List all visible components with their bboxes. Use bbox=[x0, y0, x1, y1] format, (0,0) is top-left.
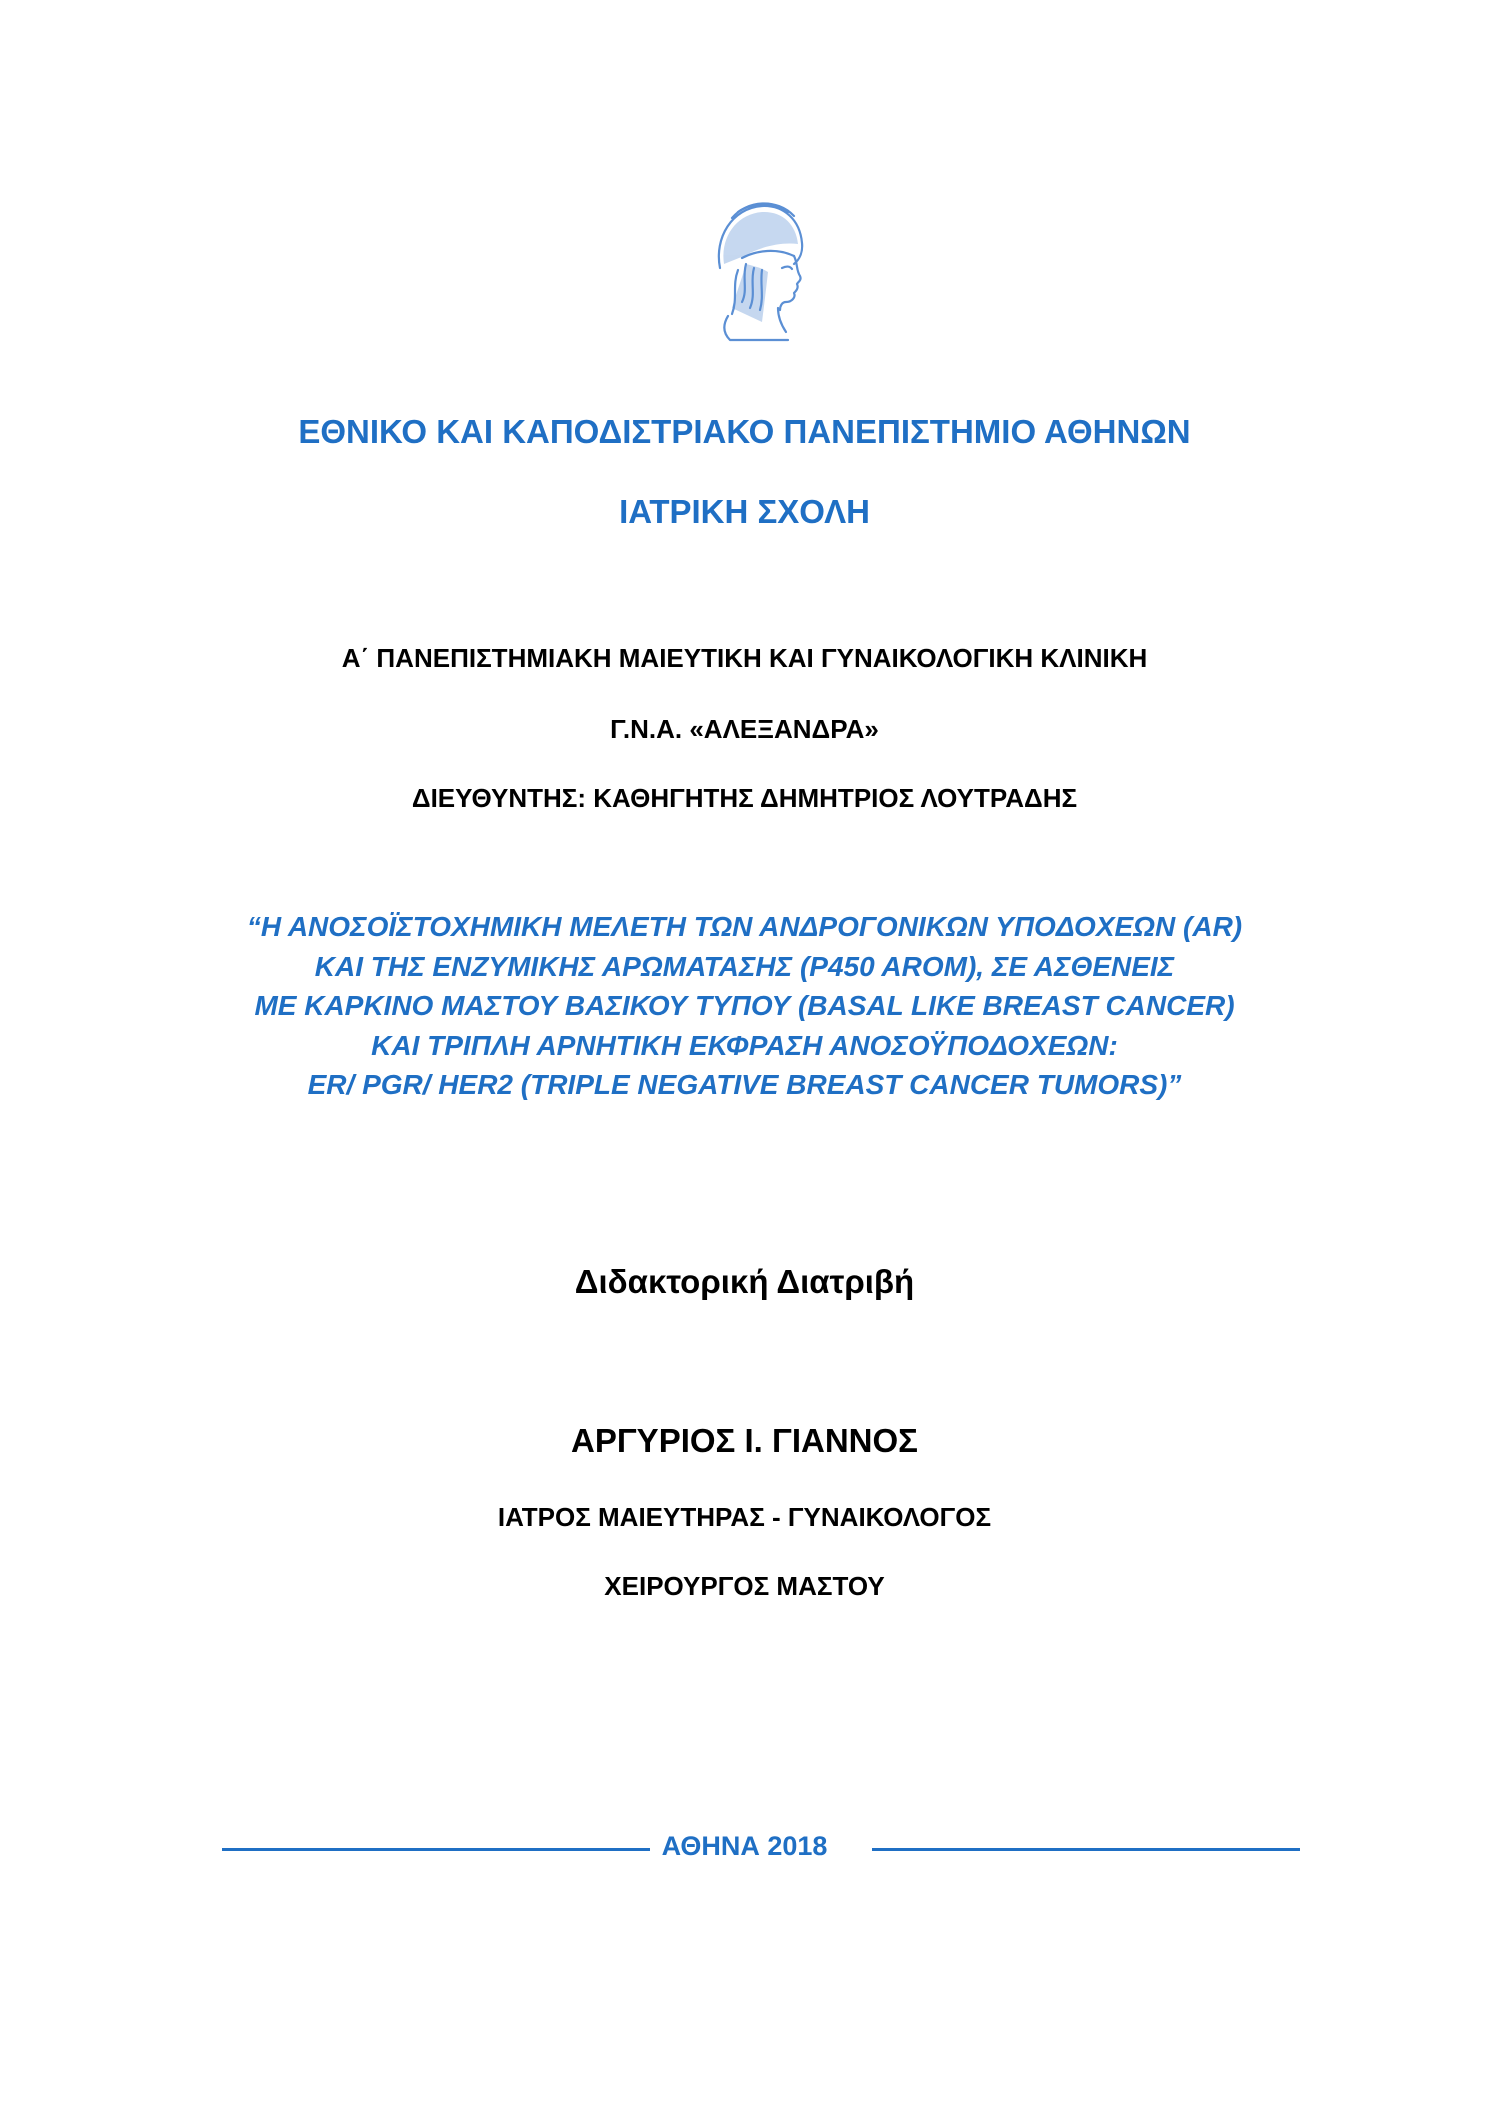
document-type: Διδακτορική Διατριβή bbox=[574, 1263, 915, 1300]
clinic-name: Α΄ ΠΑΝΕΠΙΣΤΗΜΙΑΚΗ ΜΑΙΕΥΤΙΚΗ ΚΑΙ ΓΥΝΑΙΚΟΛΟΓΙΚΗ ΚΛΙΝΙΚΗ bbox=[341, 643, 1148, 673]
clinic-director: ΔΙΕΥΘΥΝΤΗΣ: ΚΑΘΗΓΗΤΗΣ ΔΗΜΗΤΡΙΟΣ ΛΟΥΤΡΑΔΗΣ bbox=[411, 783, 1078, 813]
thesis-title bbox=[0, 907, 1489, 1105]
hospital-name: Γ.Ν.Α. «ΑΛΕΞΑΝΔΡΑ» bbox=[610, 714, 879, 744]
school-name: ΙΑΤΡΙΚΗ ΣΧΟΛΗ bbox=[619, 493, 870, 530]
university-name: ΕΘΝΙΚΟ ΚΑΙ ΚΑΠΟΔΙΣΤΡΙΑΚΟ ΠΑΝΕΠΙΣΤΗΜΙΟ ΑΘΗΝΩΝ bbox=[298, 413, 1191, 450]
footer-divider-right bbox=[872, 1848, 1300, 1851]
thesis-title-line: ER/ PGR/ HER2 (TRIPLE NEGATIVE BREAST CANCER TUMORS)” bbox=[307, 1069, 1182, 1100]
thesis-title-line: ΚΑΙ ΤΡΙΠΛΗ ΑΡΝΗΤΙΚΗ ΕΚΦΡΑΣΗ ΑΝΟΣΟΫΠΟΔΟΧΕΩΝ: bbox=[371, 1029, 1118, 1061]
author-name: ΑΡΓΥΡΙΟΣ Ι. ΓΙΑΝΝΟΣ bbox=[571, 1422, 918, 1459]
thesis-title-line: ΚΑΙ ΤΗΣ ΕΝΖΥΜΙΚΗΣ ΑΡΩΜΑΤΑΣΗΣ (P450 AROM), ΣΕ ΑΣΘΕΝΕΙΣ bbox=[314, 950, 1175, 982]
author-profession: ΙΑΤΡΟΣ ΜΑΙΕΥΤΗΡΑΣ - ΓΥΝΑΙΚΟΛΟΓΟΣ bbox=[497, 1502, 992, 1532]
author-specialty: ΧΕΙΡΟΥΡΓΟΣ ΜΑΣΤΟΥ bbox=[604, 1571, 885, 1601]
thesis-title-line: ΜΕ ΚΑΡΚΙΝΟ ΜΑΣΤΟΥ ΒΑΣΙΚΟΥ ΤΥΠΟΥ (BASAL LIKE BREAST CANCER) bbox=[254, 990, 1235, 1021]
athena-head-logo-icon bbox=[702, 198, 810, 343]
thesis-title-line: “Η ΑΝΟΣΟΪΣΤΟΧΗΜΙΚΗ ΜΕΛΕΤΗ ΤΩΝ ΑΝΔΡΟΓΟΝΙΚΩΝ ΥΠΟΔΟΧΕΩΝ (AR) bbox=[246, 911, 1243, 942]
footer-city-year: ΑΘΗΝΑ 2018 bbox=[661, 1831, 828, 1861]
